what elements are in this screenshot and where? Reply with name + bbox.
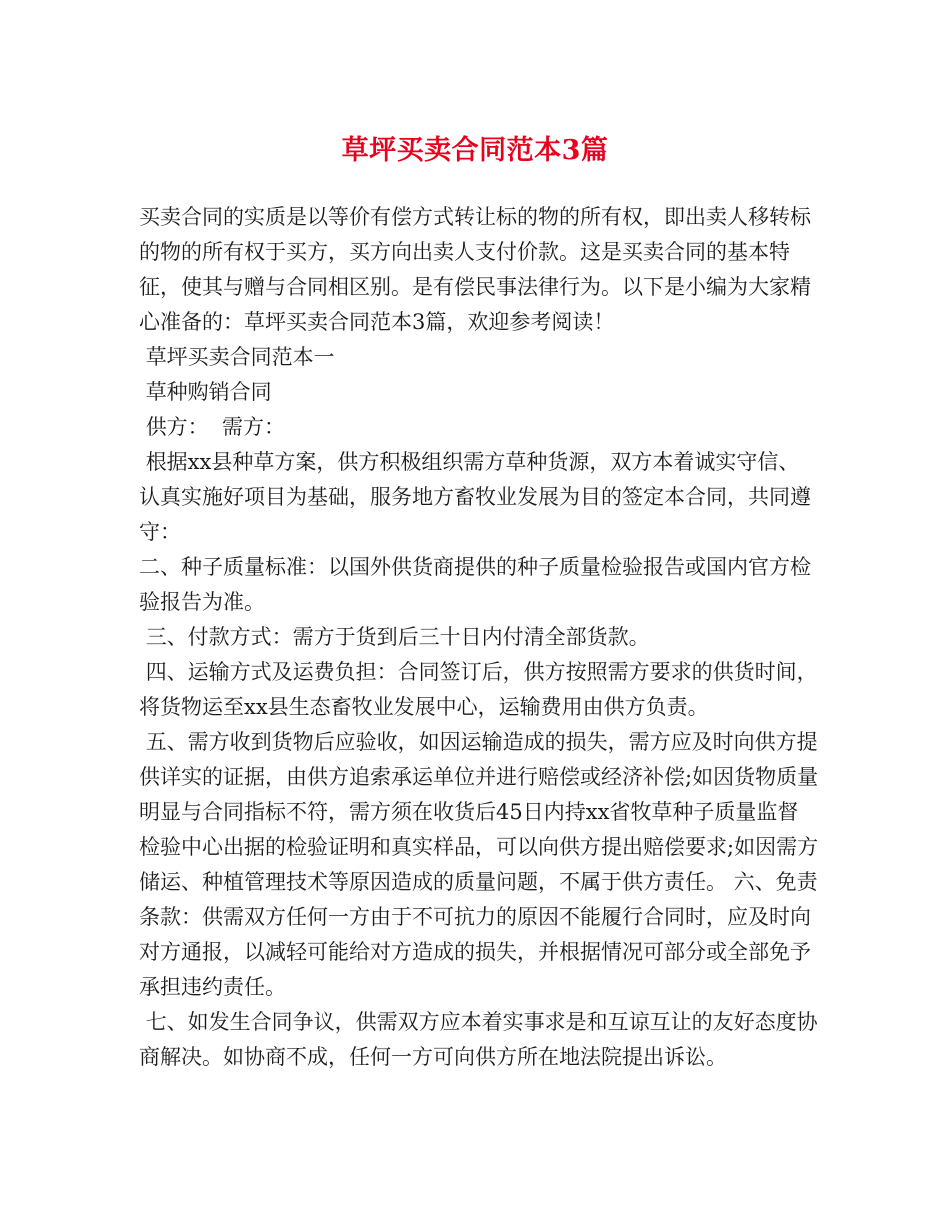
section-heading-1: 草坪买卖合同范本一: [139, 345, 335, 369]
clause-5-6: 五、需方收到货物后应验收，如因运输造成的损失，需方应及时向供方提供详实的证据，由供方追索承运单位并进行赔偿或经济补偿;如因货物质量明显与合同指标不符，需方须在收货后45日内持xx省牧草种子质量监督检验中心出据的检验证明和真实样品，可以向供方提出赔偿要求;如因需方储运、种植管理技术等原因造成的质量问题，不属于供方责任。 六、免责条款：供需双方任何一方由于不可抗力的原因不能履行合同时，应及时向对方通报，以减轻可能给对方造成的损失，并根据情况可部分或全部免予承担违约责任。: [139, 730, 819, 999]
contract-title: 草种购销合同: [139, 380, 272, 404]
parties-line: 供方： 需方：: [139, 415, 286, 439]
preamble-paragraph: 根据xx县种草方案，供方积极组织需方草种货源，双方本着诚实守信、认真实施好项目为基础，服务地方畜牧业发展为目的签定本合同，共同遵守：: [139, 450, 811, 544]
intro-paragraph: 买卖合同的实质是以等价有偿方式转让标的物的所有权，即出卖人移转标的物的所有权于买方，买方向出卖人支付价款。这是买卖合同的基本特征，使其与赠与合同相区别。是有偿民事法律行为。以下是小编为大家精心准备的：草坪买卖合同范本3篇，欢迎参考阅读！: [139, 205, 811, 334]
clause-2: 二、种子质量标准：以国外供货商提供的种子质量检验报告或国内官方检验报告为准。: [139, 555, 811, 614]
clause-3: 三、付款方式：需方于货到后三十日内付清全部货款。: [139, 625, 650, 649]
document-title: 草坪买卖合同范本3篇: [341, 135, 609, 166]
document-body: [139, 200, 819, 1075]
clause-7: 七、如发生合同争议，供需双方应本着实事求是和互谅互让的友好态度协商解决。如协商不成，任何一方可向供方所在地法院提出诉讼。: [139, 1010, 818, 1069]
clause-4: 四、运输方式及运费负担：合同签订后，供方按照需方要求的供货时间，将货物运至xx县生态畜牧业发展中心，运输费用由供方负责。: [139, 660, 818, 719]
